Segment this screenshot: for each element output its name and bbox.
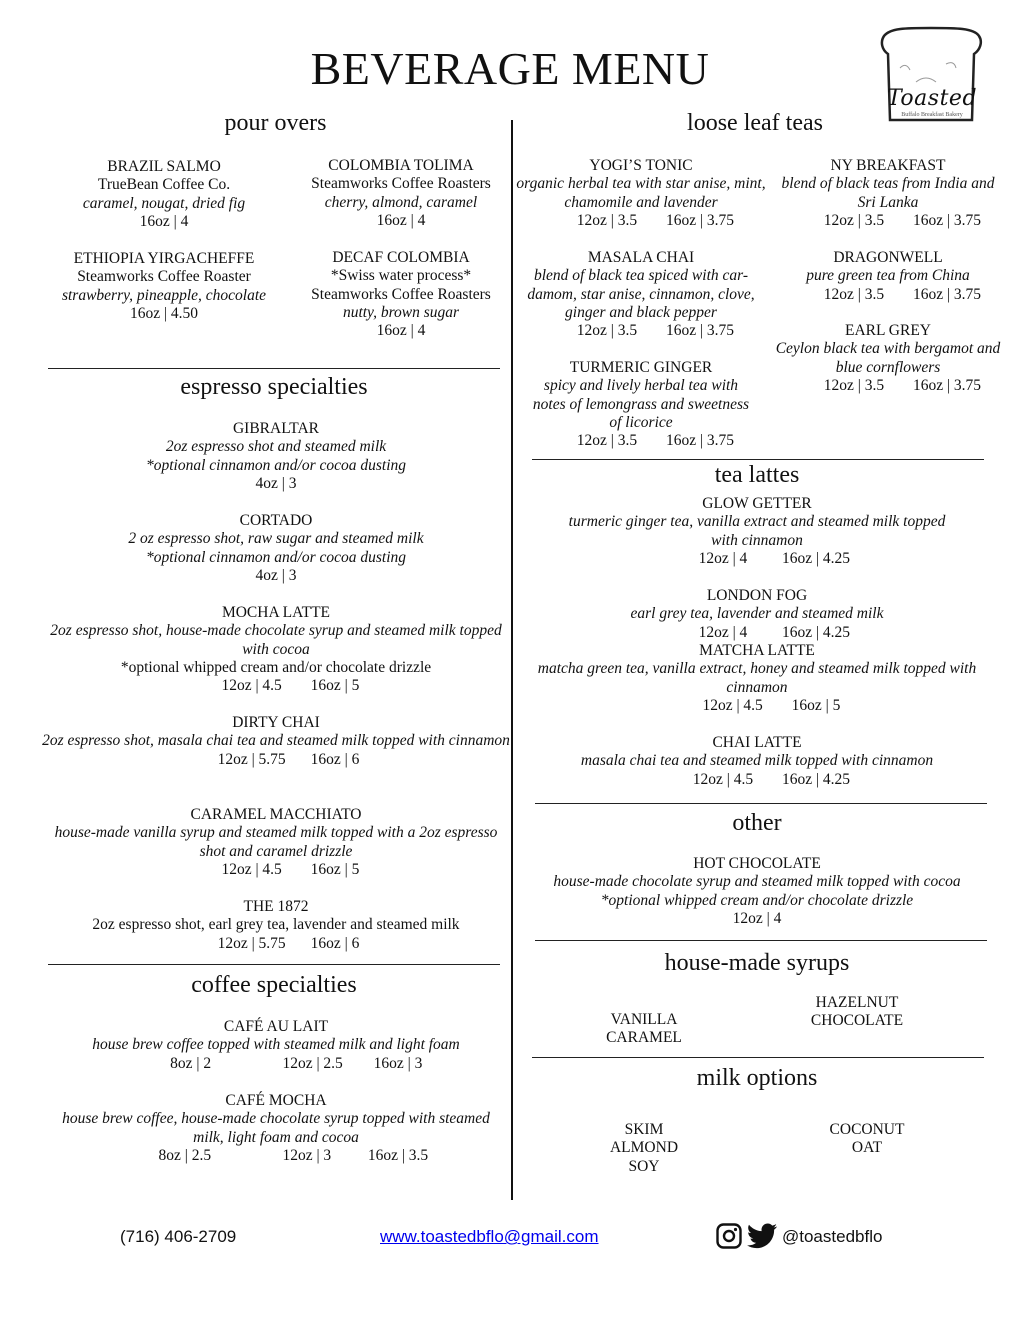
price: 12oz | 3.5 bbox=[576, 432, 638, 450]
coffee-heading: coffee specialties bbox=[191, 972, 357, 998]
price: 16oz | 3.75 bbox=[912, 211, 982, 229]
syrups-heading: house-made syrups bbox=[664, 950, 850, 976]
item-prices bbox=[516, 322, 766, 340]
item-desc: house brew coffee, house-made chocolate syrup topped with steamed milk, light foam and cocoa bbox=[62, 1110, 490, 1146]
page-title: BEVERAGE MENU bbox=[310, 43, 710, 94]
milk-option: COCONUT bbox=[829, 1121, 905, 1138]
milk-option: SOY bbox=[628, 1157, 660, 1175]
item-name: MOCHA LATTE bbox=[221, 604, 331, 621]
section-divider bbox=[535, 940, 987, 941]
price: 8oz | 2.5 bbox=[158, 1146, 212, 1164]
item-price: 16oz | 4.50 bbox=[129, 304, 199, 322]
item-price: 4oz | 3 bbox=[255, 566, 297, 584]
item-name: CARAMEL MACCHIATO bbox=[190, 806, 362, 823]
tea-item bbox=[772, 249, 1004, 304]
price: 16oz | 5 bbox=[791, 696, 841, 714]
item-desc: house-made chocolate syrup and steamed milk topped with cocoa bbox=[553, 873, 961, 891]
item-price: 16oz | 4 bbox=[139, 212, 189, 230]
espresso-item bbox=[40, 420, 512, 493]
teas-heading: loose leaf teas bbox=[687, 110, 823, 136]
item-desc: nutty, brown sugar bbox=[342, 303, 460, 321]
price: 12oz | 4 bbox=[698, 623, 748, 641]
item-desc: house-made vanilla syrup and steamed milk topped with a 2oz espresso shot and caramel drizzle bbox=[54, 824, 498, 860]
item-price: 16oz | 4 bbox=[376, 211, 426, 229]
item-desc: pure green tea from China bbox=[806, 267, 970, 285]
price: 16oz | 4.25 bbox=[781, 770, 851, 788]
price: 16oz | 3.75 bbox=[665, 322, 735, 340]
pour-overs-heading: pour overs bbox=[224, 110, 327, 136]
price: 16oz | 6 bbox=[310, 750, 360, 768]
item-name: LONDON FOG bbox=[706, 587, 808, 604]
milk-heading: milk options bbox=[696, 1065, 818, 1091]
item-name: MASALA CHAI bbox=[587, 249, 695, 266]
price: 12oz | 3.5 bbox=[576, 211, 638, 229]
price: 16oz | 4.25 bbox=[781, 549, 851, 567]
item-source: TrueBean Coffee Co. bbox=[97, 176, 231, 194]
item-desc: 2oz espresso shot and steamed milk bbox=[165, 438, 387, 456]
item-name: COLOMBIA TOLIMA bbox=[328, 157, 474, 174]
item-prices bbox=[516, 550, 998, 568]
price: 16oz | 3.5 bbox=[367, 1146, 429, 1164]
item-prices bbox=[40, 935, 512, 953]
email-link[interactable]: www.toastedbflo@gmail.com bbox=[380, 1227, 599, 1246]
item-desc: 2oz espresso shot, house-made chocolate syrup and steamed milk topped with cocoa bbox=[50, 622, 502, 658]
item-name: ETHIOPIA YIRGACHEFFE bbox=[73, 250, 255, 267]
milk-option: OAT bbox=[851, 1139, 883, 1157]
price: 12oz | 3.5 bbox=[823, 211, 885, 229]
item-prices bbox=[516, 697, 998, 715]
price: 16oz | 6 bbox=[310, 934, 360, 952]
milk-option: SKIM bbox=[624, 1121, 664, 1138]
item-desc: house brew coffee topped with steamed milk and light foam bbox=[92, 1036, 460, 1054]
syrups-right-list bbox=[772, 994, 942, 1031]
item-prices bbox=[40, 751, 512, 769]
tea-item bbox=[772, 322, 1004, 395]
item-prices bbox=[772, 212, 1004, 230]
coffee-item bbox=[40, 1092, 512, 1165]
pour-over-item bbox=[290, 157, 512, 230]
section-divider bbox=[48, 964, 500, 965]
item-desc: organic herbal tea with star anise, mint, chamomile and lavender bbox=[516, 175, 766, 211]
section-divider bbox=[535, 803, 987, 804]
item-name: YOGI’S TONIC bbox=[589, 157, 693, 174]
item-note: *optional cinnamon and/or cocoa dusting bbox=[145, 548, 407, 566]
tea-latte-item bbox=[516, 587, 998, 642]
price: 16oz | 3.75 bbox=[912, 285, 982, 303]
other-item bbox=[516, 855, 998, 928]
twitter-icon[interactable] bbox=[746, 1222, 778, 1250]
item-source: Steamworks Coffee Roasters bbox=[311, 175, 491, 193]
item-name: CAFÉ MOCHA bbox=[225, 1092, 327, 1109]
tea-item bbox=[516, 359, 766, 450]
espresso-item bbox=[40, 898, 512, 953]
pour-over-item bbox=[40, 158, 288, 231]
item-prices bbox=[772, 377, 1004, 395]
item-name: MATCHA LATTE bbox=[699, 642, 815, 659]
price: 16oz | 4.25 bbox=[781, 623, 851, 641]
item-prices bbox=[516, 624, 998, 642]
item-desc: matcha green tea, vanilla extract, honey and steamed milk topped with cinnamon bbox=[537, 660, 977, 696]
item-desc: turmeric ginger tea, vanilla extract and steamed milk topped with cinnamon bbox=[568, 513, 946, 549]
price: 8oz | 2 bbox=[170, 1054, 212, 1072]
item-name: DECAF COLOMBIA bbox=[332, 249, 470, 266]
price: 16oz | 3.75 bbox=[912, 376, 982, 394]
espresso-item bbox=[40, 806, 512, 879]
price: 12oz | 4.5 bbox=[221, 860, 282, 878]
item-desc: 2oz espresso shot, masala chai tea and steamed milk topped with cinnamon bbox=[42, 732, 510, 750]
item-prices bbox=[516, 432, 766, 450]
item-prices bbox=[40, 1055, 512, 1073]
logo-tagline: Buffalo Breakfast Bakery bbox=[901, 112, 963, 118]
item-name: CAFÉ AU LAIT bbox=[223, 1018, 329, 1035]
espresso-heading: espresso specialties bbox=[180, 374, 368, 400]
price: 12oz | 5.75 bbox=[217, 934, 286, 952]
section-divider bbox=[48, 368, 500, 369]
pour-over-item bbox=[40, 250, 288, 323]
espresso-item bbox=[40, 604, 512, 695]
item-source: Steamworks Coffee Roasters bbox=[311, 285, 491, 303]
item-name: EARL GREY bbox=[845, 322, 931, 339]
milk-option: ALMOND bbox=[609, 1139, 679, 1157]
price: 12oz | 3.5 bbox=[823, 376, 885, 394]
item-note: *optional cinnamon and/or cocoa dusting bbox=[145, 456, 407, 474]
other-heading: other bbox=[732, 810, 782, 836]
item-prices bbox=[40, 677, 512, 695]
item-desc: earl grey tea, lavender and steamed milk bbox=[630, 605, 884, 623]
item-name: CHAI LATTE bbox=[712, 734, 802, 751]
price: 12oz | 4.5 bbox=[702, 696, 763, 714]
phone-number[interactable]: (716) 406-2709 bbox=[120, 1227, 237, 1246]
price: 12oz | 4.5 bbox=[692, 770, 754, 788]
item-name: DIRTY CHAI bbox=[232, 714, 320, 731]
tea-lattes-heading: tea lattes bbox=[714, 462, 800, 488]
item-name: HOT CHOCOLATE bbox=[693, 855, 821, 872]
pour-over-item bbox=[290, 249, 512, 340]
tea-item bbox=[516, 157, 766, 230]
item-prices bbox=[40, 1147, 512, 1165]
item-desc: Ceylon black tea with bergamot and blue cornflowers bbox=[775, 340, 1001, 376]
price: 16oz | 3.75 bbox=[665, 432, 735, 450]
item-prices bbox=[516, 771, 998, 789]
item-desc: blend of black tea spiced with car-damom, star anise, cinnamon, clove, ginger and black pepper bbox=[527, 267, 755, 321]
item-name: CORTADO bbox=[239, 512, 313, 529]
item-name: BRAZIL SALMO bbox=[107, 158, 221, 175]
price: 12oz | 3 bbox=[282, 1146, 332, 1164]
logo-text: Toasted bbox=[886, 86, 978, 111]
syrup-option: CHOCOLATE bbox=[810, 1012, 904, 1030]
item-name: TURMERIC GINGER bbox=[569, 359, 713, 376]
item-note: *optional whipped cream and/or chocolate drizzle bbox=[600, 891, 914, 909]
section-divider bbox=[532, 459, 984, 460]
item-prices bbox=[516, 212, 766, 230]
instagram-icon[interactable] bbox=[716, 1223, 742, 1249]
item-name: GIBRALTAR bbox=[232, 420, 320, 437]
espresso-item bbox=[40, 512, 512, 585]
item-price: 16oz | 4 bbox=[376, 322, 426, 340]
price: 12oz | 5.75 bbox=[217, 750, 286, 768]
item-note: *optional whipped cream and/or chocolate drizzle bbox=[120, 658, 432, 676]
price: 16oz | 3.75 bbox=[665, 211, 735, 229]
section-divider bbox=[532, 1057, 984, 1058]
price: 12oz | 4 bbox=[698, 549, 748, 567]
item-price: 12oz | 4 bbox=[732, 909, 782, 927]
tea-latte-item bbox=[516, 734, 998, 789]
milk-left-list bbox=[560, 1121, 728, 1176]
item-prices bbox=[40, 861, 512, 879]
item-desc: cherry, almond, caramel bbox=[324, 193, 478, 211]
item-desc: 2 oz espresso shot, raw sugar and steamed milk bbox=[128, 530, 424, 548]
item-desc: blend of black teas from India and Sri Lanka bbox=[781, 175, 995, 211]
price: 16oz | 5 bbox=[310, 677, 360, 695]
tea-item bbox=[772, 157, 1004, 230]
item-name: DRAGONWELL bbox=[833, 249, 943, 266]
item-desc: spicy and lively herbal tea with notes of lemongrass and sweetness of licorice bbox=[532, 377, 750, 431]
price: 12oz | 3.5 bbox=[823, 285, 885, 303]
syrups-left-list bbox=[560, 1011, 728, 1048]
tea-latte-item bbox=[516, 642, 998, 715]
item-desc: masala chai tea and steamed milk topped with cinnamon bbox=[580, 752, 934, 770]
item-desc: strawberry, pineapple, chocolate bbox=[61, 286, 267, 304]
price: 12oz | 3.5 bbox=[576, 322, 638, 340]
item-source: Steamworks Coffee Roaster bbox=[77, 268, 251, 286]
milk-right-list bbox=[782, 1121, 952, 1158]
item-desc: caramel, nougat, dried fig bbox=[82, 194, 246, 212]
item-price: 4oz | 3 bbox=[255, 474, 297, 492]
syrup-option: CARAMEL bbox=[606, 1029, 682, 1047]
price: 12oz | 2.5 bbox=[282, 1054, 343, 1072]
tea-latte-item bbox=[516, 495, 998, 568]
item-name: NY BREAKFAST bbox=[830, 157, 946, 174]
price: 16oz | 5 bbox=[310, 860, 360, 878]
espresso-item bbox=[40, 714, 512, 769]
item-name: GLOW GETTER bbox=[702, 495, 812, 512]
coffee-item bbox=[40, 1018, 512, 1073]
item-prices bbox=[772, 286, 1004, 304]
social-handle[interactable]: @toastedbflo bbox=[782, 1227, 883, 1246]
item-desc: 2oz espresso shot, earl grey tea, lavender and steamed milk bbox=[92, 916, 460, 934]
tea-item bbox=[516, 249, 766, 340]
price: 16oz | 3 bbox=[373, 1054, 423, 1072]
item-note: *Swiss water process* bbox=[330, 267, 472, 285]
syrup-option: HAZELNUT bbox=[815, 994, 899, 1011]
price: 12oz | 4.5 bbox=[221, 677, 282, 695]
syrup-option: VANILLA bbox=[610, 1011, 678, 1028]
item-name: THE 1872 bbox=[243, 898, 309, 915]
